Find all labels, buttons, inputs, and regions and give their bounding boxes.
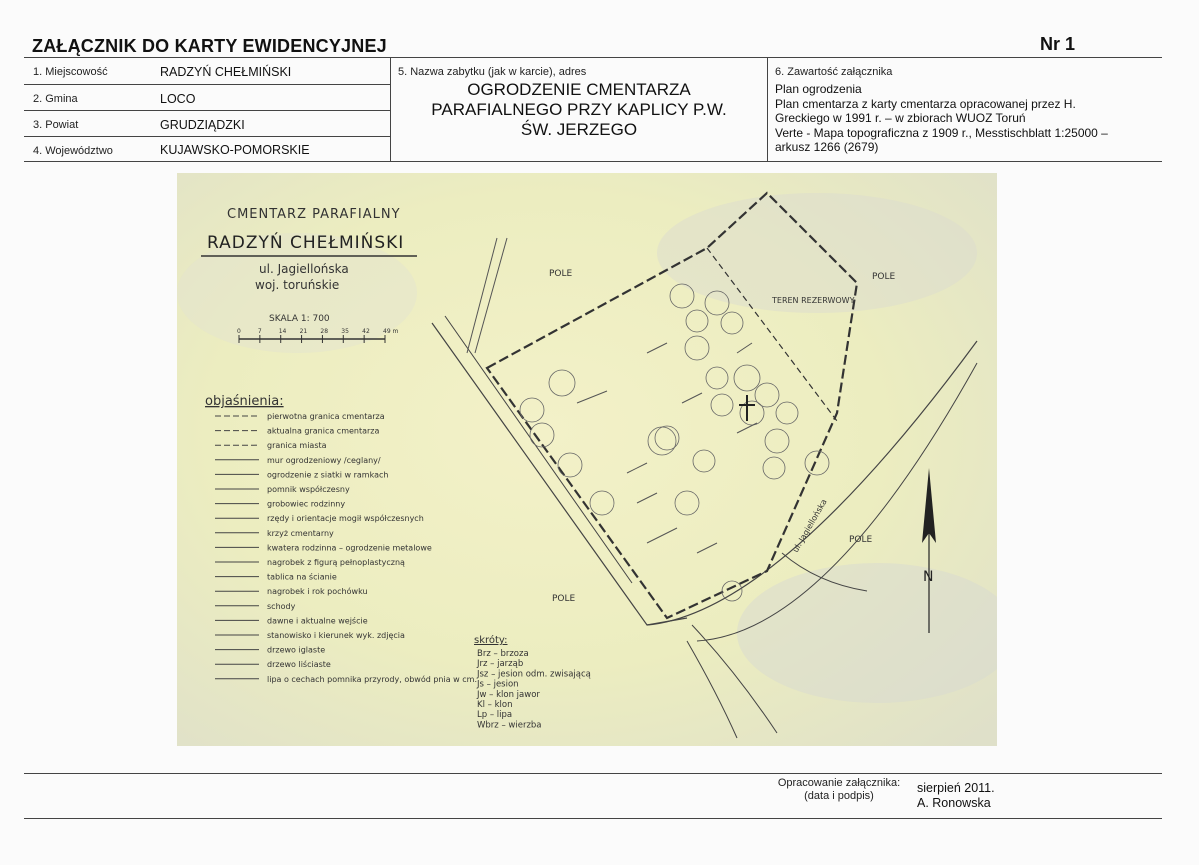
footer-label (772, 777, 906, 803)
legend-item: mur ogrodzeniowy /ceglany/ (267, 455, 381, 465)
row-divider (24, 84, 390, 85)
scale-tick-label: 7 (257, 328, 262, 335)
legend-item: ogrodzenie z siatki w ramkach (267, 470, 389, 480)
footer-label-line: Opracowanie załącznika: (777, 777, 901, 789)
scale-tick-label: 0 (237, 328, 241, 335)
legend-item: nagrobek i rok pochówku (267, 587, 368, 597)
scale-tick-label: 49 m (383, 328, 399, 335)
scale-tick-label: 21 (299, 328, 308, 335)
legend-item: stanowisko i kierunek wyk. zdjęcia (267, 631, 405, 640)
abbreviation-item: Js – jesion (477, 679, 519, 690)
legend-item: kwatera rodzinna – ogrodzenie metalowe (267, 543, 432, 553)
scale-tick-label: 42 (362, 328, 370, 335)
abbreviation-item: Wbrz – wierzba (477, 720, 542, 731)
legend-item: dawne i aktualne wejście (267, 616, 368, 626)
legend-title: objaśnienia: (205, 394, 284, 409)
abbreviation-item: Brz – brzoza (477, 649, 529, 659)
map-title-2: RADZYŃ CHEŁMIŃSKI (207, 233, 405, 253)
field-label: POLE (872, 272, 896, 282)
scale-tick-label: 28 (320, 328, 329, 335)
footer-author: A. Ronowska (917, 796, 991, 810)
zawartosc-line: Greckiego w 1991 r. – w zbiorach WUOZ Toruń (775, 111, 1026, 125)
wojewodztwo-value: KUJAWSKO-POMORSKIE (160, 143, 310, 157)
map-title-1: CMENTARZ PARAFIALNY (227, 207, 401, 222)
column-divider (390, 57, 391, 162)
document-title: ZAŁĄCZNIK DO KARTY EWIDENCYJNEJ (32, 36, 387, 56)
legend-item: schody (267, 601, 296, 611)
legend-item: pierwotna granica cmentarza (267, 412, 385, 421)
legend-item: nagrobek z figurą pełnoplastyczną (267, 558, 405, 567)
map-street: ul. Jagiellońska (259, 262, 349, 276)
scale-tick-label: 14 (278, 328, 287, 335)
abbreviation-item: Lp – lipa (477, 710, 513, 721)
document-number: Nr 1 (1040, 34, 1076, 54)
zawartosc-line: Plan ogrodzenia (775, 82, 862, 96)
table-bottom-border (24, 161, 1162, 162)
row-divider (24, 136, 390, 137)
row-divider (24, 110, 390, 111)
zawartosc-line: Verte - Mapa topograficzna z 1909 r., Messtischblatt 1:25000 – (775, 125, 1108, 140)
powiat-value: GRUDZIĄDZKI (160, 118, 245, 132)
nazwa-line: PARAFIALNEGO PRZY KAPLICY P.W. (431, 100, 727, 119)
gmina-value: LOCO (160, 92, 196, 106)
zawartosc-line: arkusz 1266 (2679) (775, 140, 879, 154)
nazwa-line: OGRODZENIE CMENTARZA (467, 80, 691, 99)
north-label: N (923, 569, 934, 585)
legend-item: aktualna granica cmentarza (267, 426, 380, 436)
map-scale: SKALA 1: 700 (269, 314, 330, 324)
legend-item: granica miasta (267, 441, 327, 451)
footer-date: sierpień 2011. (917, 781, 995, 795)
road-label: ul. Jagiellońska (790, 497, 829, 554)
footer-top-border (24, 773, 1162, 774)
legend-item: rzędy i orientacje mogił współczesnych (267, 514, 424, 524)
legend-item: grobowiec rodzinny (267, 499, 346, 509)
miejscowosc-value: RADZYŃ CHEŁMIŃSKI (160, 65, 292, 79)
zawartosc-line: Plan cmentarza z karty cmentarza opracowanej przez H. (775, 96, 1076, 111)
field-label: POLE (552, 594, 576, 604)
field-label: POLE (849, 535, 873, 545)
abbreviation-item: Jsz – jesion odm. zwisającą (477, 669, 591, 680)
gmina-label: 2. Gmina (33, 93, 78, 105)
legend-item: pomnik współczesny (267, 485, 350, 494)
reserve-label: TEREN REZERWOWY (772, 296, 855, 305)
map-region: woj. toruńskie (255, 278, 340, 292)
zawartosc-value (775, 82, 1135, 155)
miejscowosc-label: 1. Miejscowość (33, 66, 108, 78)
legend-item: lipa o cechach pomnika przyrody, obwód pnia w cm. (267, 674, 477, 684)
scale-tick-label: 35 (341, 328, 349, 335)
cemetery-plan-map (177, 173, 997, 746)
nazwa-label: 5. Nazwa zabytku (jak w karcie), adres (398, 66, 587, 78)
zawartosc-label: 6. Zawartość załącznika (775, 66, 893, 78)
column-divider (767, 57, 768, 162)
nazwa-value (393, 80, 765, 140)
legend-item: drzewo liściaste (267, 660, 331, 670)
nazwa-line: ŚW. JERZEGO (520, 120, 638, 139)
legend-item: krzyż cmentarny (267, 528, 334, 538)
footer-bottom-border (24, 818, 1162, 819)
footer-label-line: (data i podpis) (804, 790, 874, 802)
field-label: POLE (549, 269, 573, 279)
legend-item: tablica na ścianie (267, 572, 337, 582)
legend-item: drzewo iglaste (267, 645, 326, 655)
table-top-border (24, 57, 1162, 58)
abbreviation-item: Jw – klon jawor (477, 689, 540, 700)
wojewodztwo-label: 4. Województwo (33, 145, 113, 157)
abbreviation-item: Jrz – jarząb (477, 659, 524, 670)
abbreviation-item: Kl – klon (477, 700, 513, 710)
powiat-label: 3. Powiat (33, 119, 79, 131)
abbreviations-title: skróty: (474, 635, 508, 646)
footer-value (917, 781, 995, 811)
